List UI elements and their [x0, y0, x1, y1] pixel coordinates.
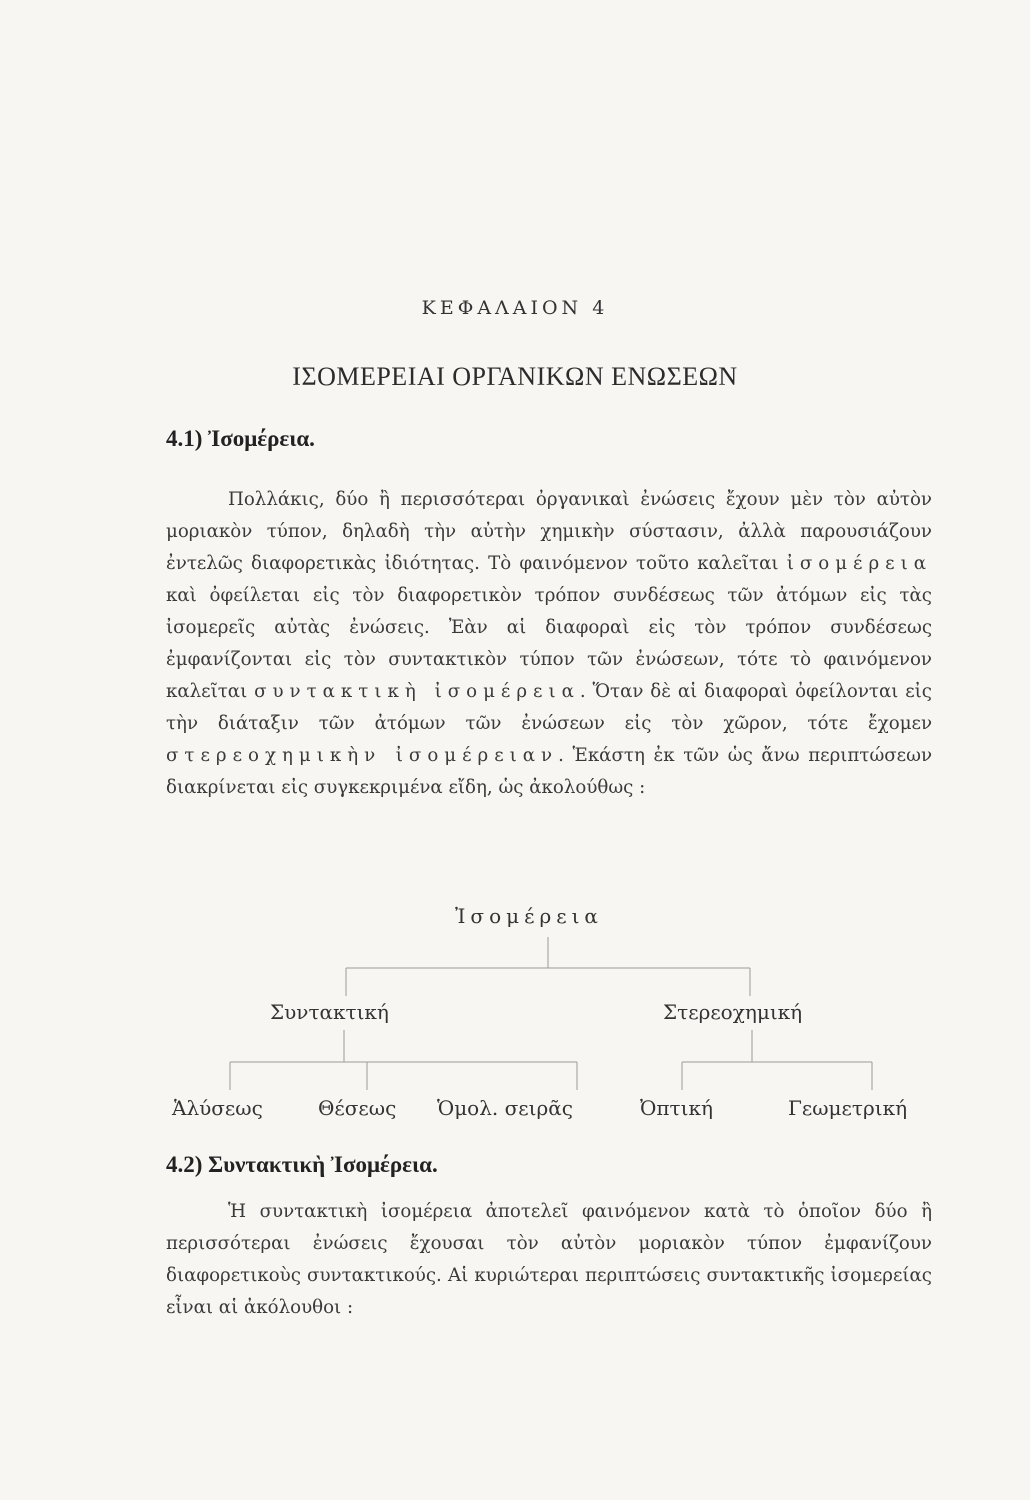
section-heading-4-2: 4.2) Συντακτικὴ Ἰσομέρεια.	[166, 1152, 438, 1177]
term-stereo-isomerism: στερεοχημικὴν ἰσομέρειαν	[166, 745, 559, 766]
tree-leaf-optical: Ὀπτική	[640, 1096, 713, 1120]
chapter-title: ΙΣΟΜΕΡΕΙΑΙ ΟΡΓΑΝΙΚΩΝ ΕΝΩΣΕΩΝ	[292, 362, 738, 391]
tree-leaf-chain: Ἁλύσεως	[172, 1096, 263, 1120]
paragraph-structural-isomerism	[166, 1196, 932, 1324]
section-heading-4-1: 4.1) Ἰσομέρεια.	[166, 426, 315, 451]
term-isomerism: ἰσομέρεια	[786, 553, 932, 574]
tree-branch-stereochemical: Στερεοχημική	[663, 1000, 803, 1024]
tree-leaf-geometric: Γεωμετρική	[788, 1096, 908, 1120]
chapter-label: ΚΕΦΑΛΑΙΟΝ 4	[421, 297, 609, 319]
tree-leaf-homologous-series: Ὁμολ. σειρᾶς	[437, 1096, 573, 1120]
text-run: Πολλάκις, δύο ἢ περισσότεραι ὀργανικαὶ ἐνώσεις ἔχουν μὲν τὸν αὐτὸν μοριακὸν τύπον, δηλαδὴ τὴν αὐτὴν χημικὴν σύστασιν, ἀλλὰ παρουσιάζουν ἐντελῶς διαφορετικὰς ἰδιότητας. Τὸ φαινόμενον τοῦτο καλεῖται	[166, 489, 932, 574]
tree-leaf-position: Θέσεως	[318, 1096, 397, 1120]
text-run: καὶ ὀφείλεται εἰς τὸν διαφορετικὸν τρόπον συνδέσεως τῶν ἀτόμων εἰς τὰς ἰσομερεῖς αὐτὰς ἐνώσεις. Ἐὰν αἱ διαφοραὶ εἰς τὸν τρόπον συνδέσεως ἐμφανίζονται εἰς τὸν συντακτικὸν τύπον τῶν ἐνώσεων, τότε τὸ φαινόμενον καλεῖται	[166, 585, 932, 702]
text-run: Ἡ συντακτικὴ ἰσομέρεια ἀποτελεῖ φαινόμενον κατὰ τὸ ὁποῖον δύο ἢ περισσότεραι ἐνώσεις ἔχουσαι τὸν αὐτὸν μοριακὸν τύπον ἐμφανίζουν διαφορετικοὺς συντακτικούς. Αἱ κυριώτεραι περιπτώσεις συντακτικῆς ἰσομερείας εἶναι αἱ ἀκόλουθοι :	[166, 1201, 932, 1318]
text-run: . Ἑκάστη ἐκ τῶν ὡς ἄνω περιπτώσεων διακρίνεται εἰς συγκεκριμένα εἴδη, ὡς ἀκολούθως :	[166, 745, 932, 798]
tree-root-node: Ἰσομέρεια	[455, 904, 603, 928]
text-run: . Ὅταν δὲ αἱ διαφοραὶ ὀφείλονται εἰς τὴν διάταξιν τῶν ἀτόμων τῶν ἐνώσεων εἰς τὸν χῶρον, τότε ἔχομεν	[166, 681, 932, 734]
tree-branch-structural: Συντακτική	[270, 1000, 389, 1024]
term-structural-isomerism: συντακτικὴ ἰσομέρεια	[254, 681, 580, 702]
